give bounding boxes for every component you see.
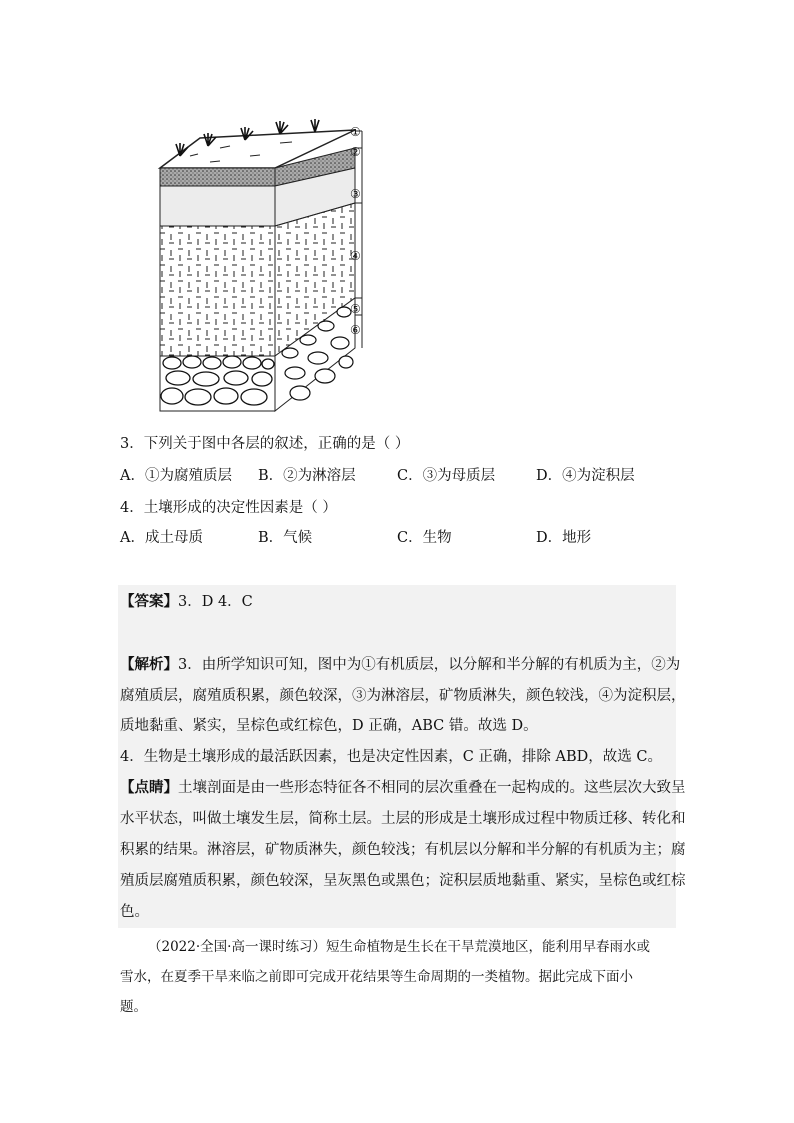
tips-line-4: 殖质层腐殖质积累，颜色较深，呈灰黑色或黑色；淀积层质地黏重、紧实，呈棕色或红棕 — [120, 873, 686, 889]
analysis-line-3: 质地黏重、紧实，呈棕色或红棕色，D 正确，ABC 错。故选 D。 — [120, 718, 538, 734]
soil-profile-figure — [150, 118, 380, 418]
layer-label-1: ① — [350, 125, 361, 139]
analysis-tag: 【解析】 — [120, 656, 178, 673]
tips-tag: 【点睛】 — [120, 779, 178, 796]
analysis-line-4: 4．生物是土壤形成的最活跃因素，也是决定性因素，C 正确，排除 ABD，故选 C。 — [120, 749, 662, 765]
analysis-line-2: 腐殖质层，腐殖质积累，颜色较深，③为淋溶层，矿物质淋失，颜色较浅，④为淀积层， — [120, 688, 686, 704]
tips-line-1 — [120, 778, 686, 798]
tips-line-3: 积累的结果。淋溶层，矿物质淋失，颜色较浅；有机层以分解和半分解的有机质为主；腐 — [120, 842, 686, 858]
tips-line-5: 色。 — [120, 904, 149, 920]
analysis-line-1 — [120, 655, 680, 675]
answer-text: 3．D 4．C — [178, 594, 253, 610]
q3-option-d: D．④为淀积层 — [536, 468, 635, 484]
q3-option-c: C．③为母质层 — [397, 468, 496, 484]
question-4-stem: 4．土壤形成的决定性因素是（ ） — [120, 500, 337, 516]
next-intro-line-1: （2022·全国·高一课时练习）短生命植物是生长在干旱荒漠地区，能利用早春雨水或 — [148, 939, 650, 955]
answer-line — [120, 592, 253, 612]
tips-text-1: 土壤剖面是由一些形态特征各不相同的层次重叠在一起构成的。这些层次大致呈 — [178, 780, 686, 796]
next-intro-line-2: 雪水，在夏季干旱来临之前即可完成开花结果等生命周期的一类植物。据此完成下面小 — [120, 969, 633, 985]
layer-label-5: ⑤ — [350, 302, 361, 316]
q4-option-d: D．地形 — [536, 530, 592, 546]
layer-label-2: ② — [350, 145, 361, 159]
answer-tag: 【答案】 — [120, 593, 178, 610]
q4-option-c: C．生物 — [397, 530, 452, 546]
soil-profile-diagram — [150, 118, 380, 418]
question-3-stem: 3．下列关于图中各层的叙述，正确的是（ ） — [120, 436, 410, 452]
next-intro-line-3: 题。 — [120, 999, 147, 1015]
q4-option-a: A．成土母质 — [120, 530, 203, 546]
layer-label-4: ④ — [350, 249, 361, 263]
layer-label-6: ⑥ — [350, 323, 361, 337]
q3-option-a: A．①为腐殖质层 — [120, 468, 232, 484]
layer-label-3: ③ — [350, 187, 361, 201]
analysis-text-1: 3．由所学知识可知，图中为①有机质层，以分解和半分解的有机质为主，②为 — [178, 657, 681, 673]
q4-option-b: B．气候 — [258, 530, 313, 546]
q3-option-b: B．②为淋溶层 — [258, 468, 356, 484]
tips-line-2: 水平状态，叫做土壤发生层，简称土层。土层的形成是土壤形成过程中物质迁移、转化和 — [120, 811, 686, 827]
